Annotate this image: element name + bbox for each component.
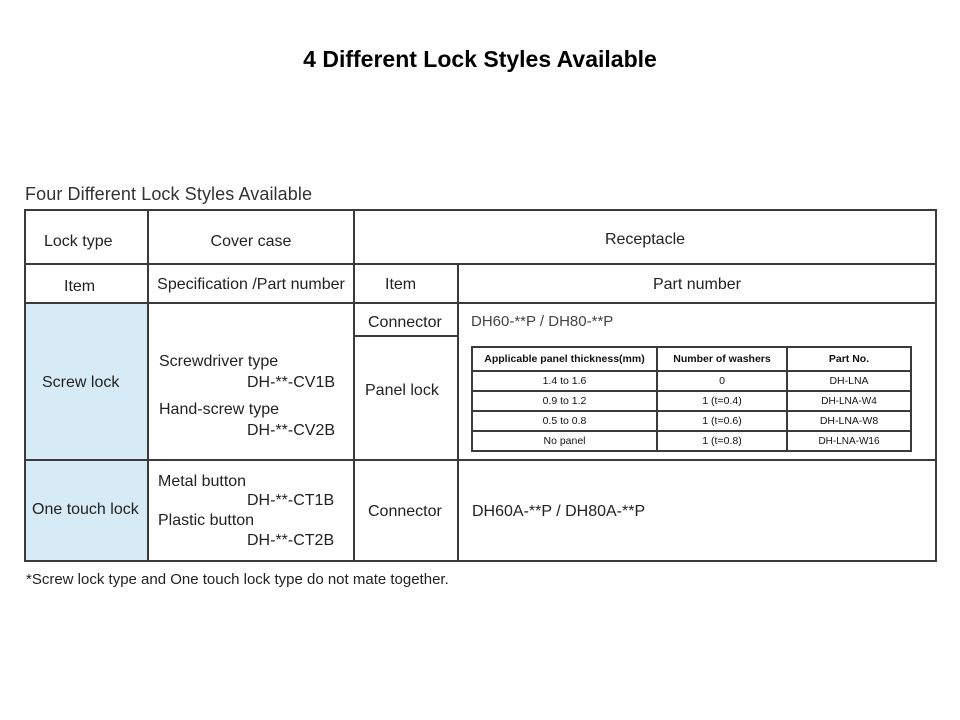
cover-part-1: DH-**-CV1B xyxy=(247,374,336,391)
panel-lock-cell xyxy=(353,335,459,461)
header-item-label: Item xyxy=(64,278,96,295)
table-cell: DH-LNA-W8 xyxy=(787,411,911,431)
table-cell: DH-LNA-W16 xyxy=(787,431,911,451)
table-row xyxy=(472,411,911,431)
one-touch-cover-cell xyxy=(147,459,355,562)
panel-thickness-table xyxy=(471,346,912,452)
cover-type-3: Metal button xyxy=(158,473,247,490)
header-item-2-label: Item xyxy=(385,276,417,293)
cover-type-4: Plastic button xyxy=(158,512,255,529)
table-cell: 0 xyxy=(657,371,787,391)
table-cell: DH-LNA xyxy=(787,371,911,391)
table-row xyxy=(472,391,911,411)
table-cell: No panel xyxy=(472,431,657,451)
table-cell: 1 (t=0.8) xyxy=(657,431,787,451)
one-touch-lock-label: One touch lock xyxy=(32,501,139,518)
table-cell: 0.9 to 1.2 xyxy=(472,391,657,411)
header-cover-case xyxy=(147,209,355,265)
one-touch-connector-cell xyxy=(353,459,459,562)
screw-connector-label: Connector xyxy=(368,314,442,331)
screw-lock-cell xyxy=(24,302,149,461)
cover-type-2: Hand-screw type xyxy=(159,401,280,418)
header-item xyxy=(24,263,149,304)
col-part-no: Part No. xyxy=(787,347,911,371)
panel-lock-label: Panel lock xyxy=(365,382,439,399)
one-touch-connector-part-cell xyxy=(457,459,937,562)
table-cell: 1.4 to 1.6 xyxy=(472,371,657,391)
one-touch-connector-part: DH60A-**P / DH80A-**P xyxy=(472,503,646,520)
cover-part-2: DH-**-CV2B xyxy=(247,422,336,439)
header-part-number xyxy=(457,263,937,304)
footnote: *Screw lock type and One touch lock type do not mate together. xyxy=(26,571,449,588)
table-cell: 1 (t=0.6) xyxy=(657,411,787,431)
table-cell: 1 (t=0.4) xyxy=(657,391,787,411)
header-lock-type xyxy=(24,209,149,265)
slide-title: 4 Different Lock Styles Available xyxy=(303,46,657,72)
figure-title: Four Different Lock Styles Available xyxy=(25,184,313,204)
screw-connector-cell xyxy=(353,302,459,337)
header-spec xyxy=(147,263,355,304)
cover-part-4: DH-**-CT2B xyxy=(247,532,335,549)
cover-part-3: DH-**-CT1B xyxy=(247,492,335,509)
screw-connector-part: DH60-**P / DH80-**P xyxy=(471,313,614,330)
screw-lock-label: Screw lock xyxy=(42,374,120,391)
one-touch-connector-label: Connector xyxy=(368,503,442,520)
col-thickness: Applicable panel thickness(mm) xyxy=(472,347,657,371)
screw-connector-part-cell xyxy=(457,302,937,337)
table-header-row xyxy=(472,347,911,371)
table-row xyxy=(472,371,911,391)
header-receptacle-label: Receptacle xyxy=(604,231,686,248)
table-cell: DH-LNA-W4 xyxy=(787,391,911,411)
col-washers: Number of washers xyxy=(657,347,787,371)
header-receptacle xyxy=(353,209,937,265)
screw-lock-cover-cell xyxy=(147,302,355,461)
table-cell: 0.5 to 0.8 xyxy=(472,411,657,431)
header-cover-case-label: Cover case xyxy=(210,233,292,250)
one-touch-lock-cell xyxy=(24,459,149,562)
header-lock-type-label: Lock type xyxy=(44,233,113,250)
lock-styles-figure xyxy=(22,182,938,590)
header-spec-label: Specification /Part number xyxy=(157,276,345,293)
header-item-2 xyxy=(353,263,459,304)
header-part-number-label: Part number xyxy=(652,276,742,293)
table-row xyxy=(472,431,911,451)
cover-type-1: Screwdriver type xyxy=(159,353,279,370)
